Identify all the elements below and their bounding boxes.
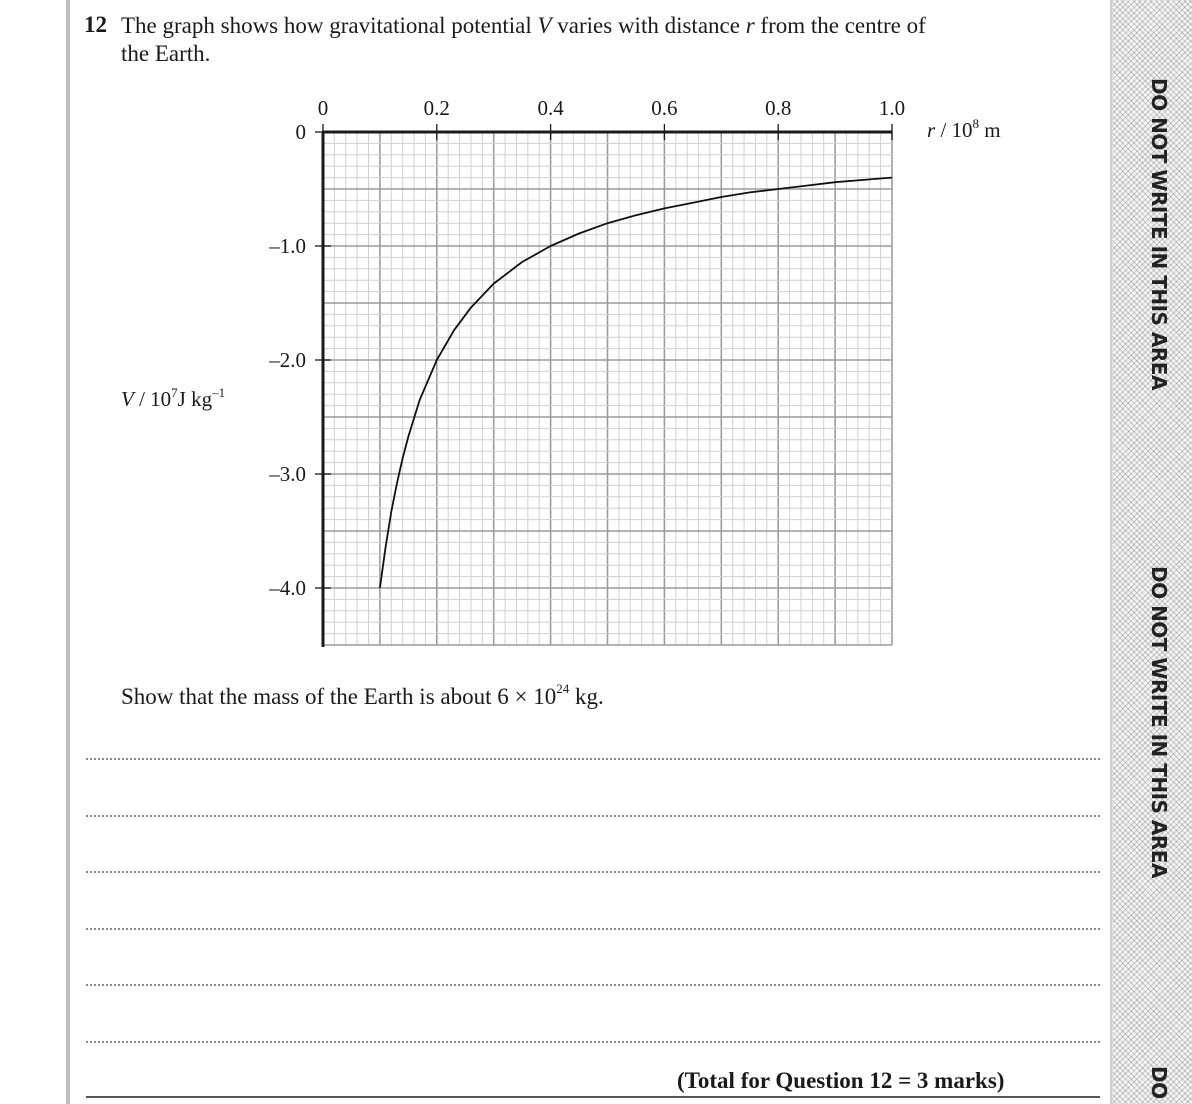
y-axis-unit: J kg <box>177 387 213 411</box>
question-text-part1: The graph shows how gravitational potential <box>121 13 538 38</box>
prompt-exponent: 24 <box>556 681 570 696</box>
x-tick-label: 0.2 <box>423 96 450 120</box>
x-axis-unit: m <box>979 118 1001 142</box>
x-axis-exp: 8 <box>972 116 980 131</box>
margin-strip <box>1110 0 1192 1104</box>
x-tick-label: 0.4 <box>537 96 564 120</box>
question-text-part2: varies with distance <box>551 13 746 38</box>
y-tick-label: 0 <box>295 120 306 144</box>
margin-warning-1: DO NOT WRITE IN THIS AREA <box>1147 78 1171 390</box>
x-axis-symbol: r <box>927 118 936 142</box>
y-tick-label: –4.0 <box>269 576 306 600</box>
total-rule <box>86 1096 1100 1098</box>
y-axis-exp: 7 <box>171 385 178 400</box>
graph-grid <box>323 132 892 645</box>
y-tick-label: –3.0 <box>269 462 306 486</box>
answer-line[interactable] <box>86 758 1100 760</box>
y-tick-label: –2.0 <box>269 348 306 372</box>
y-axis-unit-exp: –1 <box>212 385 226 400</box>
graph-ticks <box>268 96 905 600</box>
var-V: V <box>537 13 552 38</box>
y-axis-label <box>121 385 225 411</box>
var-r: r <box>745 13 755 38</box>
y-axis-label-rest: / 10 <box>133 387 172 411</box>
x-tick-label: 0 <box>317 96 329 120</box>
answer-line[interactable] <box>86 984 1100 986</box>
question-total: (Total for Question 12 = 3 marks) <box>677 1068 1005 1093</box>
prompt-text: Show that the mass of the Earth is about 6 × 10 <box>121 684 557 709</box>
answer-line[interactable] <box>86 815 1100 817</box>
x-tick-label: 1.0 <box>878 96 906 120</box>
prompt-unit: kg. <box>569 684 604 709</box>
y-tick-label: –1.0 <box>269 234 306 258</box>
x-axis-label <box>927 116 1001 142</box>
show-that-prompt <box>121 681 604 710</box>
question-number: 12 <box>84 12 107 37</box>
margin-warning-2: DO NOT WRITE IN THIS AREA <box>1147 566 1171 878</box>
margin-warning-3: DO <box>1147 1066 1171 1099</box>
x-tick-label: 0.8 <box>765 96 792 120</box>
y-axis-symbol: V <box>121 387 134 411</box>
answer-line[interactable] <box>86 928 1100 930</box>
question-text-part3: from the centre of <box>754 13 926 38</box>
x-tick-label: 0.6 <box>651 96 678 120</box>
question-text-line2: the Earth. <box>121 41 211 66</box>
answer-line[interactable] <box>86 871 1100 873</box>
x-axis-label-rest: / 10 <box>935 118 973 142</box>
answer-line[interactable] <box>86 1041 1100 1043</box>
